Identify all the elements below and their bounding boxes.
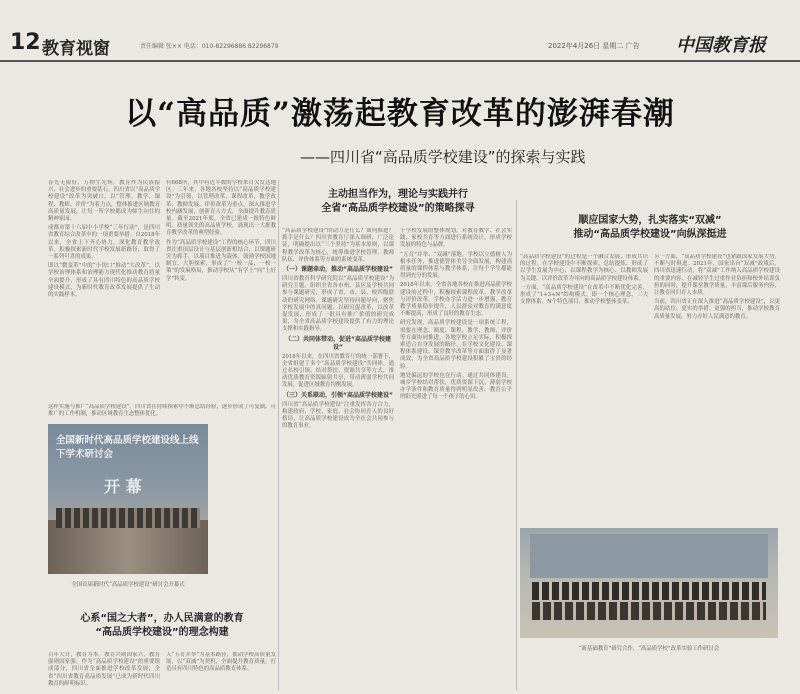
photo-people-row <box>532 602 766 620</box>
column-divider <box>278 180 279 690</box>
photo-stage <box>48 520 208 574</box>
section-3-paragraph: 一方面，“高品质学校建设”在改革中不断优化完善，形成了“1+3+N”结构模式，即一个核心理念、三大支撑体系、N个特色项目，推动学校整体变革。 <box>520 284 648 306</box>
section-2-paragraph: 2018年以来，在四川省教育厅的统一部署下，全省组建了多个“高品质学校建设”共同体，通过名校引领、结对帮扶、资源共享等方式，推动优质教育资源辐射共享，带动薄弱学校共同发展，促进区域教育均衡发展。 <box>282 353 394 389</box>
photo-backdrop <box>530 534 768 578</box>
section-4-heading <box>48 612 276 640</box>
group-photo <box>520 528 778 638</box>
column-4-text <box>400 228 512 648</box>
section-2-paragraph: 四川省教育科学研究院以“高品质学校建设”为研究主题，组织全省各市州、县区及学校共同参与课题研究，形成了省、市、县、校四级联动的研究网络。课题研究坚持问题导向，聚焦学校发展中的真问题，以研究促改革，以改革促发展，形成了一批具有推广价值的研究成果，为全省高品质学校建设提供了有力的理论支撑和实践指导。 <box>282 276 394 333</box>
col1-paragraph: 成都市第十六届中小学校“三年行动”，是四川省教育综合改革中的一项重要举措。自2018年以来，全省上下齐心协力，深化教育教学改革，积极探索新时代学校发展新路径，取得了一系列可喜的成果。 <box>48 225 160 261</box>
column-2-text <box>166 180 276 402</box>
main-title: 以“高品质”激荡起教育改革的澎湃春潮 <box>125 96 675 132</box>
section-4-column-a: 百年大计，教育为本。教育兴则国家兴，教育强则国家强。作为“高品质学校建设”的重要组成部分，四川省全面推进学校改革发展，全省“四川省教育高品质发展”已成为新时代四川教育的鲜明标识。 <box>48 652 160 687</box>
col4-paragraph: 于学校发展的整体规划，对教育教学、社会实践、家校共育等方面进行系统设计，形成学校发展的特色与品牌。 <box>400 228 512 249</box>
col2-paragraph: 有668所，其中有近半数的学校来自欠发达地区。三年来，各地各校坚持以“高品质学校建设”为引领，以管理改革、课程改革、教学改革、教师发展、评价改革为重点，深入推进学校内涵发展，创新育人方式，全面提升教育质量。截至2021年底，全省已建成一批特色鲜明、质量领先的高品质学校，涌现出一大批教育教学改革的典型经验。 <box>166 180 276 237</box>
column-1-text <box>48 180 160 420</box>
column-1-trailing: 这样实施与推广“高品质学校建设”，四川省在持续探索中不断总结经验，逐步形成了可复制、可推广的工作机制，推动区域教育生态整体优化。 <box>48 404 276 418</box>
photo-caption-bottom: “新基础教育”研究合作，“高品质学校”改革实验工作研讨会 <box>578 646 720 652</box>
col4-paragraph: 研究发现，高品质学校建设是一项系统工程，需要在理念、制度、课程、教学、教师、评价等方面协同推进。各地学校立足实际，积极探索适合自身发展的路径，在学校文化建设、课程体系建设、课堂教学改革等方面取得了显著成效，为全省高品质学校建设积累了宝贵的经验。 <box>400 320 512 370</box>
section-3-column-a <box>520 254 648 522</box>
photo-people <box>56 508 200 528</box>
section-2-heading <box>280 188 516 216</box>
section-3-heading-line1: 顺应国家大势，扎实落实“双减” <box>578 215 722 226</box>
section-2-paragraph: 四川省“高品质学校建设”注重发挥各方合力，构建政府、学校、家庭、社会协同育人的良好格局，让高品质学校建设成为全社会共同参与的教育事业。 <box>282 401 394 430</box>
photo-opening-text: 开 幕 <box>104 477 142 496</box>
photo-caption-top: 全国首届新时代“高品质学校建设”研讨会开幕式 <box>71 582 185 588</box>
section-3-heading-line2: 推动“高品质学校建设”向纵深挺进 <box>573 229 727 240</box>
section-4-heading-line2: “高品质学校建设”的理念构建 <box>95 627 229 638</box>
section-3-paragraph: “高品质学校建设”的过程是一个融合发展、形成共识的过程。在学校建设中不断探索、总结提炼，形成了以学生发展为中心、以课程教学为核心、以教师发展为关键、以评价改革为导向的高品质学校建设体系。 <box>520 254 648 282</box>
photo-banner-text: 全国新时代高品质学校建设线上线下学术研讨会 <box>56 435 199 460</box>
col4-paragraph: 地处偏远的学校也在行动。通过共同体建设，城乡学校结对帮扶，优质资源下沉，薄弱学校办学条件和教育质量得到明显改善，教育公平的阳光照进了每一个孩子的心田。 <box>400 372 512 401</box>
col2-paragraph: 作为“高品质学校建设”工程的核心环节，四川省注重顶层设计与基层创新相结合，以课题研究为抓手，以项目推进为载体，鼓励学校因地制宜、大胆探索，形成了“一校一品、一校一策”的发展格局，推动学校从“有学上”向“上好学”转变。 <box>166 239 276 282</box>
section-2-intro: “高品质学校建设”的动力是什么？如何推进？抓手是什么？四川省教育厅深入调研、广泛论证，明确提出以“三个坚持”为基本原则，以课程教学改革为核心，统筹推进学校管理、教师队伍、评价体系等方面的系统变革。 <box>282 228 394 263</box>
photo-people-row <box>532 582 766 600</box>
section-4-column-b: 人“五育并举”为基本路径，推动学校高质量发展，以“双减”为契机，全面提升教育质量，打造具有四川特色的高品质教育体系。 <box>166 652 276 673</box>
section-3-column-b <box>654 254 780 522</box>
col1-paragraph: 春光无限好，万物生光辉。教育作为民族振兴、社会进步的重要基石，四川省以“高品质学校建设”改革为突破口，以“管理、教学、课程、教师、评价”为着力点，整体推进区域教育高质量发展，让每一所学校都成为师生向往的精神家园。 <box>48 180 160 223</box>
section-3-heading <box>518 214 782 242</box>
section-2-column-a <box>282 228 394 648</box>
section-name: 教育视窗 <box>42 39 110 59</box>
col4-paragraph: “五育”并举、“双减”落地，学校以立德树人为根本任务，推进德智体美劳全面发展，构建高质量的课程体系与教学体系，让每个学生都能得到充分的发展。 <box>400 251 512 280</box>
conference-photo <box>48 424 208 574</box>
page-header <box>0 28 800 62</box>
section-4-heading-line1: 心系“国之大者”，办人民满意的教育 <box>80 613 244 624</box>
masthead-logo: 中国教育报 <box>676 35 766 56</box>
issue-date: 2022年4月26日 星期二 广告 <box>548 42 640 50</box>
section-3-paragraph: 当前，四川省正在深入推进“高品质学校建设”，以更高的站位、更实的举措、更强的担当，推动学校教育高质量发展，努力办好人民满意的教育。 <box>654 299 780 320</box>
main-subtitle: ——四川省“高品质学校建设”的探索与实践 <box>300 148 586 166</box>
editor-info: 责任编辑 张×× 电话：010-82296886 82296879 <box>140 43 279 50</box>
section-3-paragraph: 另一方面，“高品质学校建设”也紧跟国家发展大势，不断与时俱进。2021年，国家出台“双减”政策后，四川省迅速行动，将“双减”工作纳入高品质学校建设的重要内容，在减轻学生过重作业负担和校外培训负担的同时，提升课堂教学质量，丰富课后服务内容，让教育回归育人本质。 <box>654 254 780 297</box>
section-2-heading-line1: 主动担当作为，理论与实践并行 <box>328 189 468 200</box>
section-2-heading-line2: 全省“高品质学校建设”的策略探寻 <box>321 203 475 214</box>
section-2-subhead-2: （二）共同体带动，促进“高品质学校建设” <box>285 335 391 351</box>
section-2-subhead-3: （三）关系联动，引领“高品质学校建设” <box>283 391 393 399</box>
col4-paragraph: 2018年以来，全省各地各校在推进高品质学校建设的过程中，积极探索课程改革、教学改革与评价改革，学校办学活力进一步增强，教育教学质量稳步提升，人民群众对教育的满意度不断提高，形成了良好的教育生态。 <box>400 282 512 318</box>
column-divider <box>516 200 517 690</box>
col1-paragraph: 即以“微变革”中的“小切口”推动“大改革”，以学校治理体系和治理能力现代化推动教育质量全面提升，形成了具有四川特色的高品质学校建设模式，为新时代教育改革发展提供了生动的实践样本。 <box>48 263 160 299</box>
section-2-subhead-1: （一）课题牵动，推动“高品质学校建设” <box>283 266 393 274</box>
page-number: 12 <box>10 30 41 55</box>
